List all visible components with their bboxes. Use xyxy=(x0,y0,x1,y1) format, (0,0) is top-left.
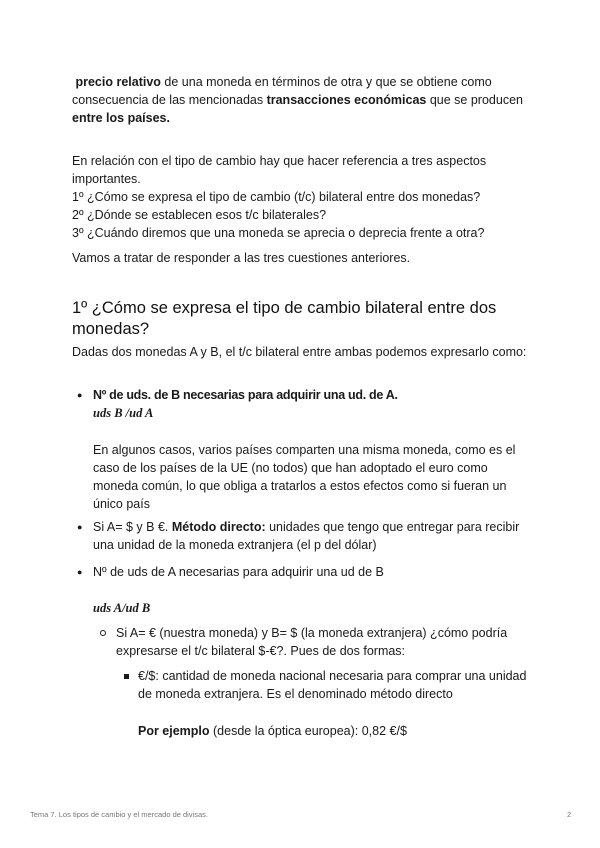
page-footer: Tema 7. Los tipos de cambio y el mercado de divisas. xyxy=(30,810,209,819)
bullet-dot: ● xyxy=(77,522,83,532)
bullet-dot: ● xyxy=(77,567,83,577)
subsub-bullet-text: €/$: cantidad de moneda nacional necesaria para comprar una unidad de moneda extranjera. Es el denominado método directo xyxy=(138,669,527,701)
text-span: de una moneda en términos de otra y que se obtiene como consecuencia de las mencionadas xyxy=(72,75,492,107)
sub-bullet-circle xyxy=(100,630,106,636)
intro-paragraph: Dadas dos monedas A y B, el t/c bilateral entre ambas podemos expresarlo como: xyxy=(72,345,527,359)
bold-por-ejemplo: Por ejemplo xyxy=(138,724,210,738)
aspecto-2: 2º ¿Dónde se establecen esos t/c bilaterales? xyxy=(72,208,327,222)
bold-entre-paises: entre los países. xyxy=(72,111,170,125)
bullet3-formula: uds A/ud B xyxy=(93,601,151,615)
example-line xyxy=(138,722,528,740)
bullet1-title: Nº de uds. de B necesarias para adquirir una ud. de A. xyxy=(93,388,398,402)
bold-metodo-directo: Método directo: xyxy=(171,520,266,534)
aspecto-1: 1º ¿Cómo se expresa el tipo de cambio (t/c) bilateral entre dos monedas? xyxy=(72,190,481,204)
text-span: Si A= $ y B €. xyxy=(93,520,172,534)
bullet3-text: Nº de uds de A necesarias para adquirir una ud de B xyxy=(93,565,384,579)
bullet-dot: ● xyxy=(77,390,83,400)
bold-precio-relativo: precio relativo xyxy=(75,75,161,89)
section-heading: 1º ¿Cómo se expresa el tipo de cambio bilateral entre dos monedas? xyxy=(72,299,497,338)
text-span: que se producen xyxy=(426,93,523,107)
bullet1-note: En algunos casos, varios países comparten una misma moneda, como es el caso de los países de la UE (no todos) que han adoptado el euro como moneda común, lo que obliga a tratarlos a estos efectos como si fueran un único país xyxy=(93,443,516,511)
aspecto-3: 3º ¿Cuándo diremos que una moneda se aprecia o deprecia frente a otra? xyxy=(72,226,485,240)
paragraph-aspectos xyxy=(72,152,542,242)
sub-bullet-text: Si A= € (nuestra moneda) y B= $ (la moneda extranjera) ¿cómo podría expresarse el t/c bilateral $-€?. Pues de dos formas: xyxy=(116,626,508,658)
bullet1-formula: uds B /ud A xyxy=(93,406,154,420)
bullet2-text xyxy=(93,518,523,554)
subsub-bullet-square xyxy=(124,674,129,679)
bold-transacciones: transacciones económicas xyxy=(266,93,427,107)
text-span: unidades que tengo que entregar para recibir una unidad de la moneda extranjera (el p del dólar) xyxy=(93,520,520,552)
paragraph-precio-relativo xyxy=(72,73,532,127)
paragraph-responder: Vamos a tratar de responder a las tres cuestiones anteriores. xyxy=(72,251,411,265)
text-span: (desde la óptica europea): 0,82 €/$ xyxy=(209,724,407,738)
page-number: 2 xyxy=(567,810,572,819)
aspectos-intro: En relación con el tipo de cambio hay que hacer referencia a tres aspectos importantes. xyxy=(72,154,487,186)
